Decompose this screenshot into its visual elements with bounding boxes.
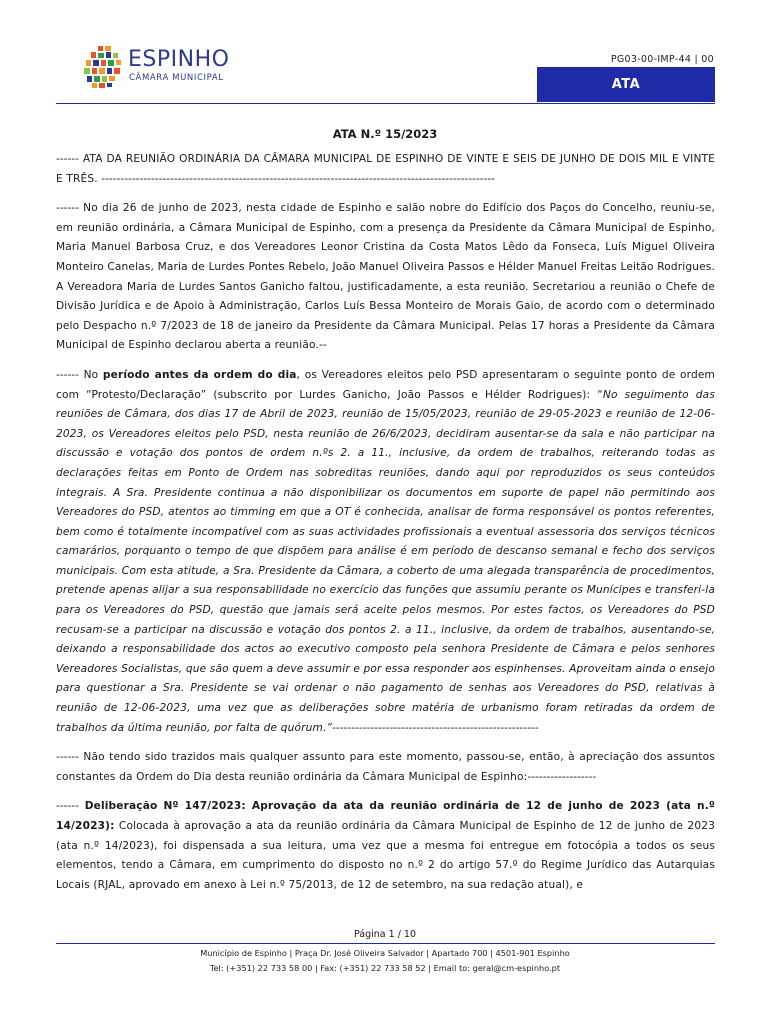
paragraph-protest: [56, 366, 715, 748]
paragraph-attendance: [56, 199, 715, 366]
page-number: Página 1 / 10: [353, 929, 417, 940]
header-divider: [56, 103, 715, 104]
paragraph-text: , os Vereadores eleitos pelo PSD apresentaram o seguinte ponto de ordem com “Protesto/Declaração” (subscrito por Lurdes Ganicho, João Passos e Hélder Rodrigues): “: [56, 368, 715, 401]
paragraph-text: No dia 26 de junho de 2023, nesta cidade de Espinho e salão nobre do Edifício dos Paços do Concelho, reuniu-se, em reunião ordinária, a Câmara Municipal de Espinho, com a presença da Presidente da Câmara Municipal de Espinho, Maria Manuel Barbosa Cruz, e dos Vereadores Leonor Cristina da Costa Matos Lêdo da Fonseca, Luís Miguel Oliveira Monteiro Canelas, Maria de Lurdes Pontes Rebelo, João Manuel Oliveira Passos e Hélder Manuel Freitas Leitão Rodrigues. A Vereadora Maria de Lurdes Santos Ganicho faltou, justificadamente, a esta reunião. Secretariou a reunião o Chefe de Divisão Jurídica e de Apoio à Administração, Carlos Luís Bessa Monteiro de Morais Gaio, de acordo com o determinado pelo Despacho n.º 7/2023 de 18 de janeiro da Presidente da Câmara Municipal. Pelas 17 horas a Presidente da Câmara Municipal de Espinho declarou aberta a reunião.: [56, 202, 715, 352]
minutes-body: [56, 150, 715, 895]
paragraph-bold: período antes da ordem do dia: [102, 368, 297, 381]
paragraph-deliberation: [56, 797, 715, 895]
footer-contacts: Tel: (+351) 22 733 58 00 | Fax: (+351) 22 733 58 52 | Email to: geral@cm-espinho.pt: [209, 963, 561, 973]
deliberation-title: Deliberação Nº 147/2023: Aprovação da ata da reunião ordinária de 12 de junho de 2023 (ata n.º 14/2023):: [56, 800, 715, 832]
paragraph-transition: [56, 748, 715, 797]
paragraph-text: Colocada à aprovação a ata da reunião ordinária da Câmara Municipal de Espinho de 12 de junho de 2023 (ata n.º 14/2023), foi dispensada a sua leitura, uma vez que a mesma foi entregue em fotocópia a todos os seus elementos, tendo a Câmara, em cumprimento do disposto no n.º 2 do artigo 57.º do Regime Jurídico das Autarquias Locais (RJAL, aprovado em anexo à Lei n.º 75/2013, de 12 de setembro, na sua redação atual), e: [56, 820, 715, 891]
footer-address: Município de Espinho | Praça Dr. José Oliveira Salvador | Apartado 700 | 4501-901 Espinho: [200, 948, 570, 958]
dash-fill: ------------------: [527, 770, 597, 783]
page-title: ATA N.º 15/2023: [332, 127, 438, 141]
footer-divider: [56, 943, 715, 944]
dash-fill: ------------------------------------------------------: [332, 721, 539, 734]
dash-prefix: ------: [56, 368, 79, 381]
document-type-badge: [537, 67, 715, 102]
dash-fill: --: [318, 339, 327, 352]
dash-prefix: ------: [56, 800, 79, 813]
paragraph-text: Não tendo sido trazidos mais qualquer assunto para este momento, passou-se, então, à apreciação dos assuntos constantes da Ordem do Dia desta reunião ordinária da Câmara Municipal de Espinho:: [56, 751, 715, 783]
logo-mosaic-icon: [84, 46, 124, 88]
dash-prefix: ------: [56, 751, 79, 764]
dash-fill: -------------------------------------------------------------------------------------------------------: [101, 172, 495, 185]
quote-close: ”: [326, 721, 333, 734]
dash-prefix: ------: [56, 202, 79, 215]
document-type-label: ATA: [611, 77, 641, 92]
municipality-logo: [84, 44, 264, 92]
document-code: PG03-00-IMP-44 | 00: [610, 54, 714, 65]
paragraph-heading: [56, 150, 715, 199]
paragraph-intro: No: [83, 368, 103, 381]
protest-quote: No seguimento das reuniões de Câmara, dos dias 17 de Abril de 2023, reunião de 15/05/2023, reunião de 29-05-2023 e reunião de 12-06-2023, os Vereadores eleitos pelo PSD, nesta reunião de 26/6/2023, decidiram ausentar-se da sala e não participar na discussão e votação dos pontos de ordem n.ºs 2. a 11., inclusive, da ordem de trabalhos, reiterando todas as declarações feitas em Ponto de Ordem nas sobreditas reuniões, dando aqui por reproduzidos os seus conteúdos integrais. A Sra. Presidente continua a não disponibilizar os documentos em suporte de papel não permitindo aos Vereadores do PSD, atentos ao timming em que a OT é conhecida, analisar de forma responsável os pontos referentes, bem como é totalmente incompatível com as suas actividades profissionais a eventual assessoria dos serviços técnicos camarários, porquanto o tempo de que dispõem para análise é em período de descanso semanal e fecho dos serviços municipais. Com esta atitude, a Sra. Presidente da Câmara, a coberto de uma alegada transparência de procedimentos, pretende apenas alijar a sua responsabilidade no exercício das funções que assumiu perante os Munícipes e transferi-la para os Vereadores do PSD, questão que jamais será aceite pelos mesmos. Por estes factos, os Vereadores do PSD recusam-se a participar na discussão e votação dos pontos 2. a 11., inclusive, da ordem de trabalhos, ausentando-se, deixando a responsabilidade dos actos ao executivo composto pela senhora Presidente de Câmara e pelos senhores Vereadores Socialistas, que são quem a deve assumir e por essa responder aos espinhenses. Aproveitam ainda o ensejo para questionar a Sra. Presidente se vai ordenar o não pagamento de senhas aos Vereadores do PSD, relativas à reunião de 12-06-2023, uma vez que as deliberações sobre matéria de urbanismo foram retiradas da ordem de trabalhos da última reunião, por falta de quórum.: [56, 388, 715, 734]
paragraph-text: ATA DA REUNIÃO ORDINÁRIA DA CÂMARA MUNICIPAL DE ESPINHO DE VINTE E SEIS DE JUNHO DE DOIS MIL E VINTE E TRÊS.: [56, 153, 715, 185]
logo-subtitle: CÂMARA MUNICIPAL: [129, 73, 224, 83]
dash-prefix: ------: [56, 153, 79, 165]
logo-name: ESPINHO: [128, 47, 230, 72]
